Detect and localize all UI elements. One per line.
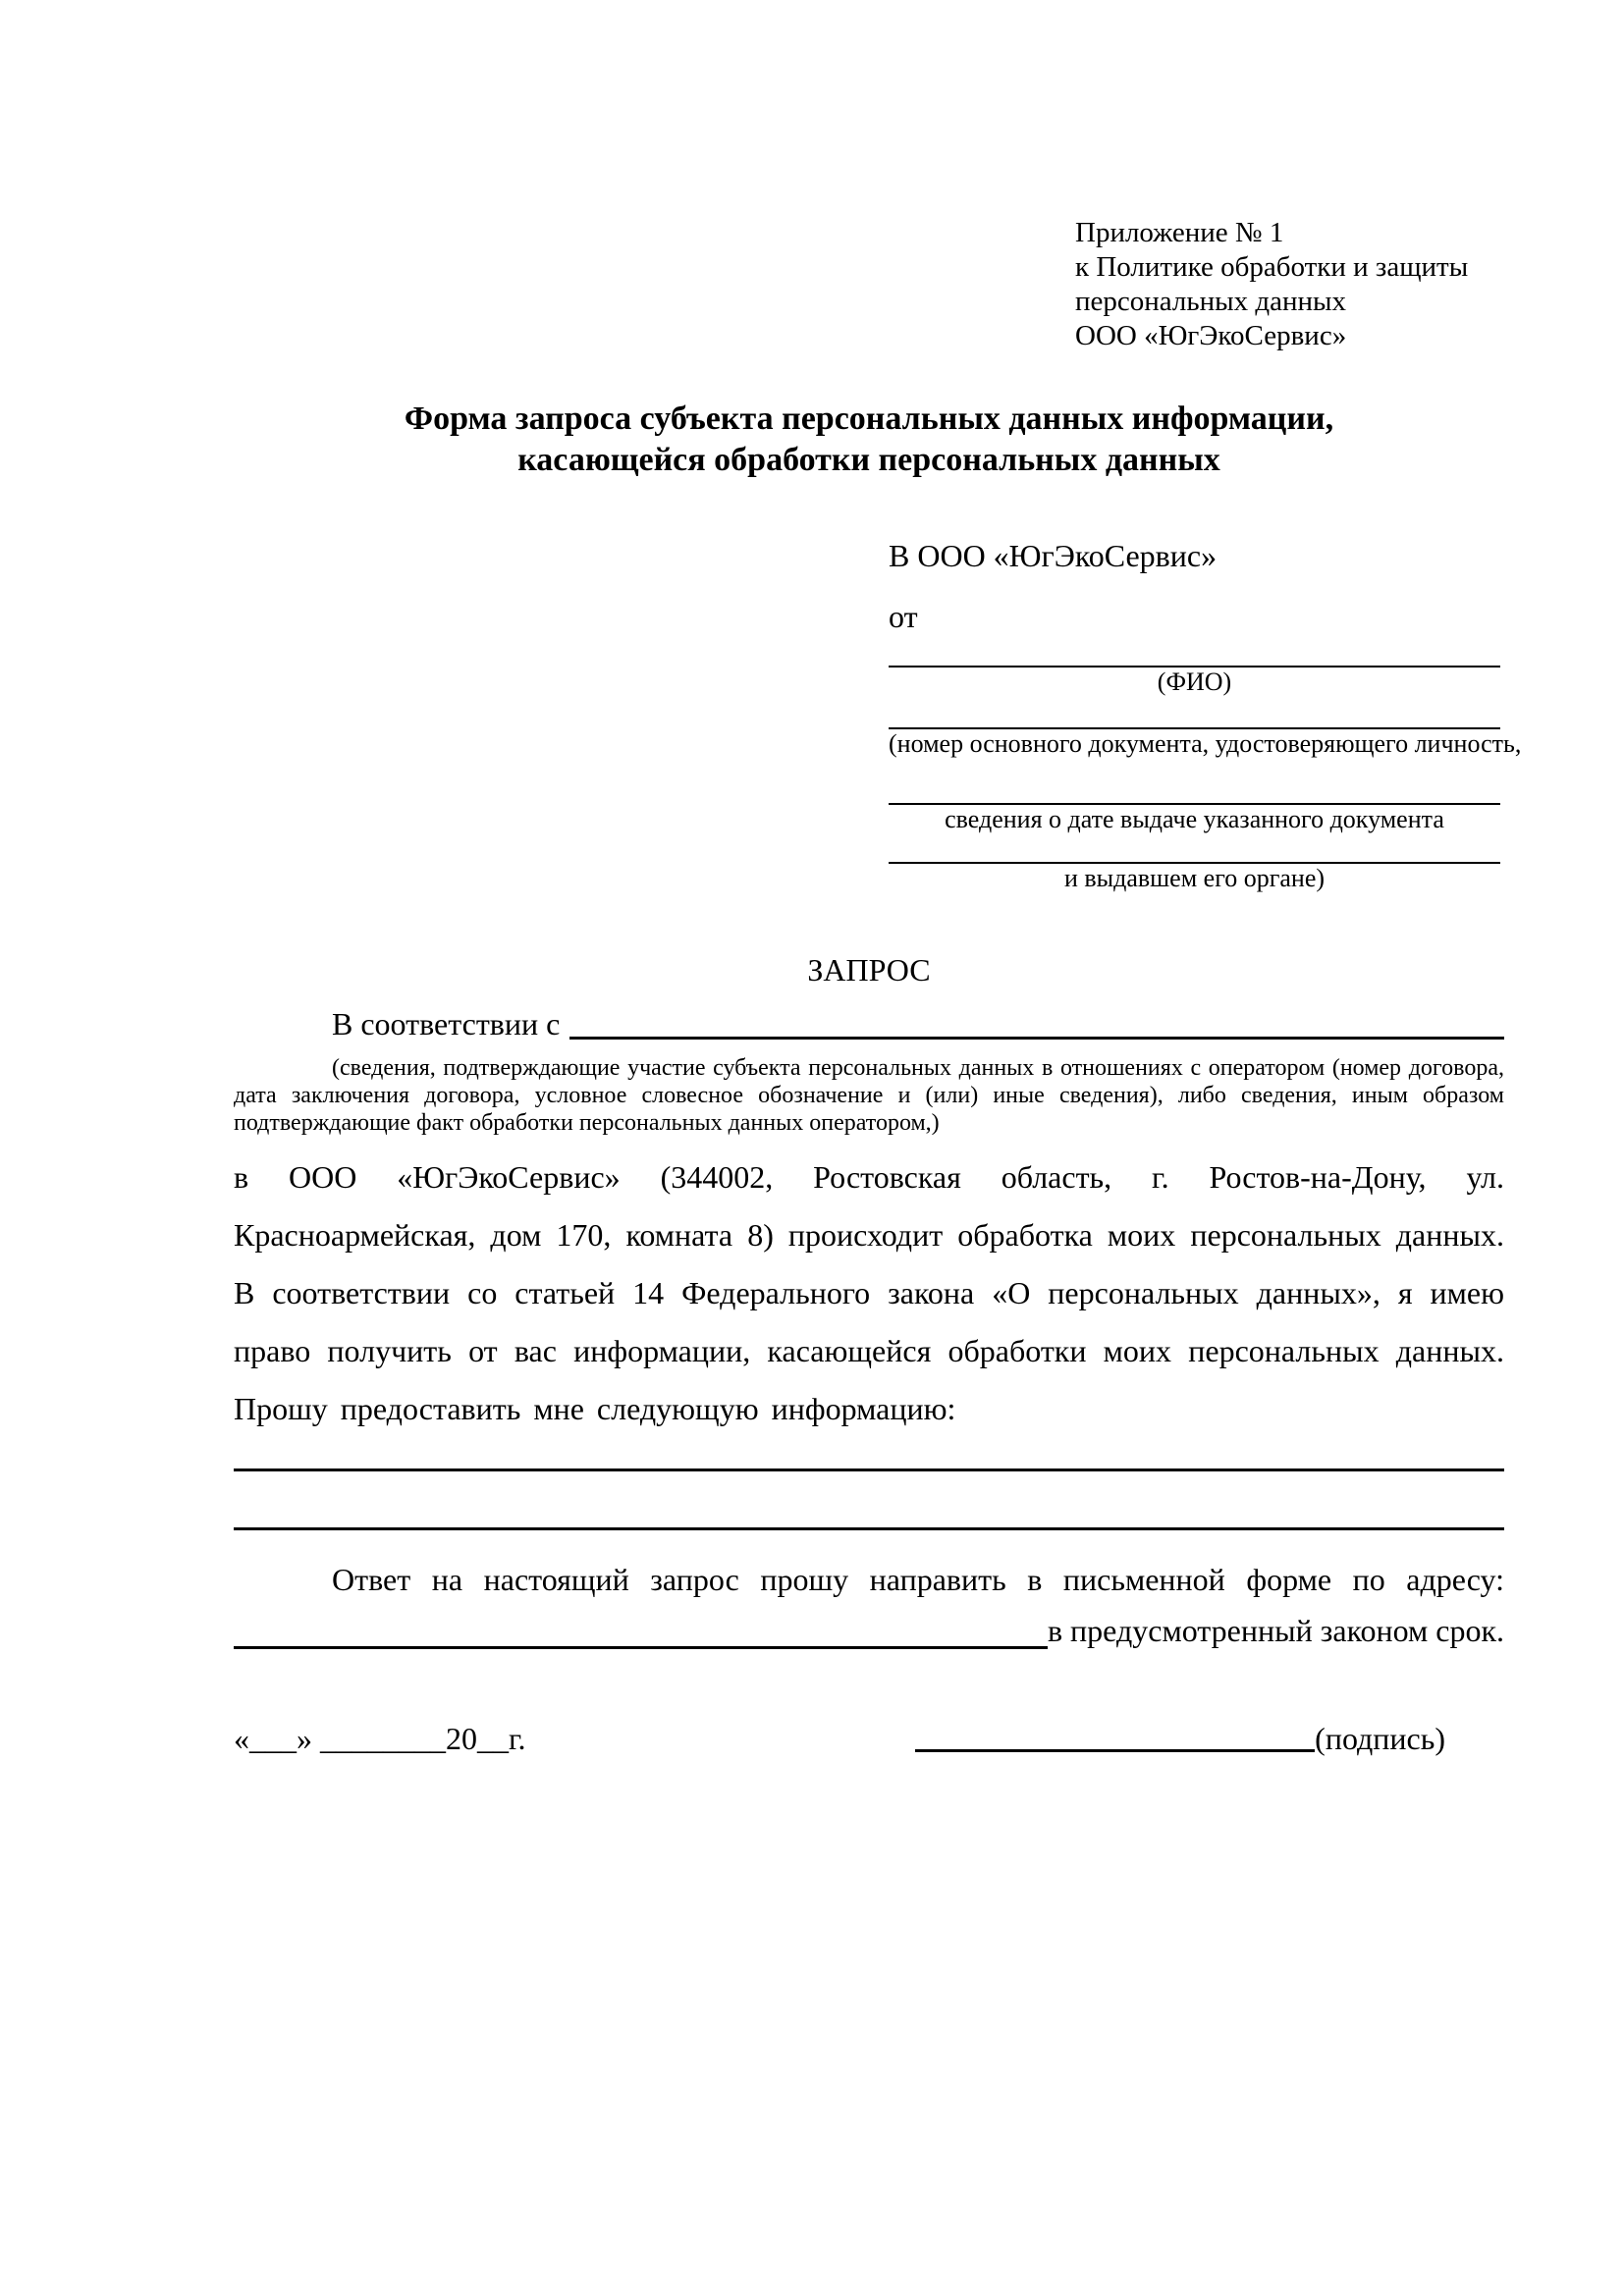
title-line-1: Форма запроса субъекта персональных данных информации, — [404, 400, 1334, 437]
title-line-2: касающейся обработки персональных данных — [517, 442, 1220, 478]
signature-fill-line — [915, 1749, 1315, 1752]
appendix-line-4: ООО «ЮгЭкоСервис» — [1075, 320, 1347, 351]
answer-suffix: в предусмотренный законом срок. — [1047, 1613, 1504, 1648]
intro-fill-line — [569, 1001, 1504, 1040]
fio-caption: (ФИО) — [1157, 667, 1232, 696]
intro-footnote: (сведения, подтверждающие участие субъекта персональных данных в отношениях с оператором (номер договора, дата заключения договора, условное словесное обозначение и (или) иные сведения), либо сведения, иным образом подтверждающие факт обработки персональных данных оператором,) — [234, 1055, 1504, 1136]
appendix-line-2: к Политике обработки и защиты — [1075, 251, 1469, 283]
addressee-to: В ООО «ЮгЭкоСервис» — [889, 538, 1218, 573]
fio-field — [889, 636, 1500, 697]
document-number-field — [889, 697, 1522, 759]
intro-prefix: В соответствии с — [332, 1006, 561, 1041]
issue-date-fill-line — [889, 759, 1500, 805]
document-content — [234, 0, 1522, 1760]
issuing-authority-field — [889, 834, 1500, 893]
issue-date-field — [889, 759, 1500, 834]
appendix-block — [1075, 0, 1504, 353]
appendix-line-1: Приложение № 1 — [1075, 217, 1284, 248]
document-title — [234, 399, 1504, 481]
answer-address-row — [234, 1605, 1504, 1656]
document-number-fill-line — [889, 697, 1500, 729]
request-heading: ЗАПРОС — [807, 952, 931, 988]
intro-row — [234, 1001, 1504, 1046]
answer-sentence: Ответ на настоящий запрос прошу направить в письменной форме по адресу: — [332, 1562, 1504, 1597]
document-number-caption: (номер основного документа, удостоверяющего личность, — [889, 729, 1522, 758]
issuing-authority-caption: и выдавшем его органе) — [1063, 864, 1326, 892]
issue-date-caption: сведения о дате выдаче указанного документа — [945, 805, 1444, 833]
fio-fill-line — [889, 636, 1500, 667]
signature-caption: (подпись) — [1315, 1721, 1445, 1756]
appendix-line-3: персональных данных — [1075, 286, 1347, 317]
date-blank-text: «___» ________20__г. — [234, 1721, 526, 1756]
info-fill-line-2 — [234, 1527, 1504, 1530]
addressee-from-label: от — [889, 599, 918, 634]
address-fill-line — [234, 1605, 1048, 1649]
date-signature-row — [234, 1717, 1445, 1760]
issuing-authority-fill-line — [889, 834, 1500, 864]
info-fill-line-1 — [234, 1468, 1504, 1471]
addressee-block — [889, 536, 1522, 893]
request-body-paragraph: в ООО «ЮгЭкоСервис» (344002, Ростовская область, г. Ростов-на-Дону, ул. Красноармейская, дом 170, комната 8) происходит обработка моих персональных данных. В соответствии со статьей 14 Федерального закона «О персональных данных», я имею право получить от вас информации, касающейся обработки моих персональных данных. Прошу предоставить мне следующую информацию: — [234, 1159, 1504, 1426]
